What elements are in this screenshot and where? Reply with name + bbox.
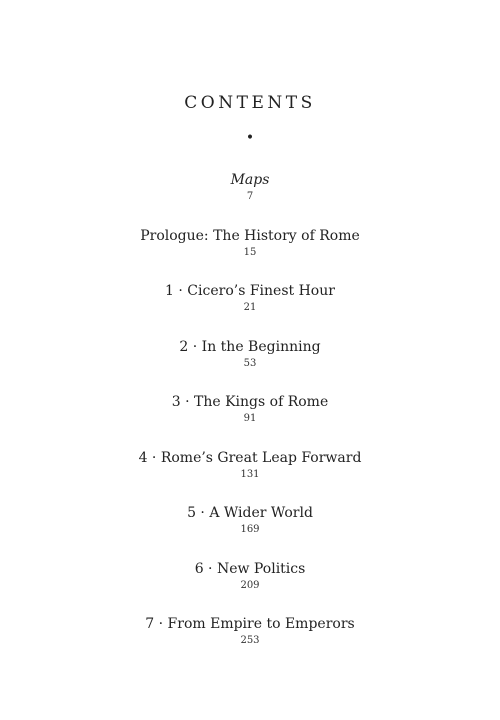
toc-entry-chapter-5[interactable]	[0, 504, 500, 560]
toc-entry-chapter-1[interactable]	[0, 282, 500, 338]
toc-entry-title: Prologue: The History of Rome	[140, 227, 360, 244]
toc-entry-chapter-2[interactable]	[0, 338, 500, 394]
page-title: CONTENTS	[184, 93, 316, 113]
toc-entry-title: 6 · New Politics	[194, 560, 306, 577]
toc-entry-title: 2 · In the Beginning	[179, 338, 321, 355]
toc-entry-title: 4 · Rome’s Great Leap Forward	[138, 449, 362, 466]
toc-list	[0, 171, 500, 671]
toc-entry-page: 169	[240, 524, 260, 535]
toc-entry-page: 21	[243, 302, 257, 313]
toc-entry-chapter-4[interactable]	[0, 449, 500, 505]
toc-entry-page: 209	[240, 579, 260, 591]
toc-entry-page: 253	[240, 635, 260, 646]
toc-entry-title: 3 · The Kings of Rome	[171, 394, 329, 410]
toc-entry-maps[interactable]	[0, 171, 500, 227]
separator-dot: •	[245, 130, 255, 146]
toc-entry-chapter-6[interactable]	[0, 560, 500, 616]
toc-entry-page: 131	[240, 468, 260, 480]
toc-entry-page: 15	[243, 246, 257, 258]
toc-entry-title: Maps	[230, 172, 270, 188]
toc-entry-chapter-7[interactable]	[0, 615, 500, 671]
toc-entry-title: 1 · Cicero’s Finest Hour	[165, 283, 335, 299]
toc-entry-page: 53	[243, 357, 257, 369]
toc-entry-page: 91	[243, 413, 257, 424]
toc-entry-title: 5 · A Wider World	[187, 505, 313, 521]
toc-entry-title: 7 · From Empire to Emperors	[145, 616, 355, 632]
toc-entry-page: 7	[246, 191, 254, 202]
toc-entry-prologue[interactable]	[0, 227, 500, 283]
toc-entry-chapter-3[interactable]	[0, 393, 500, 449]
